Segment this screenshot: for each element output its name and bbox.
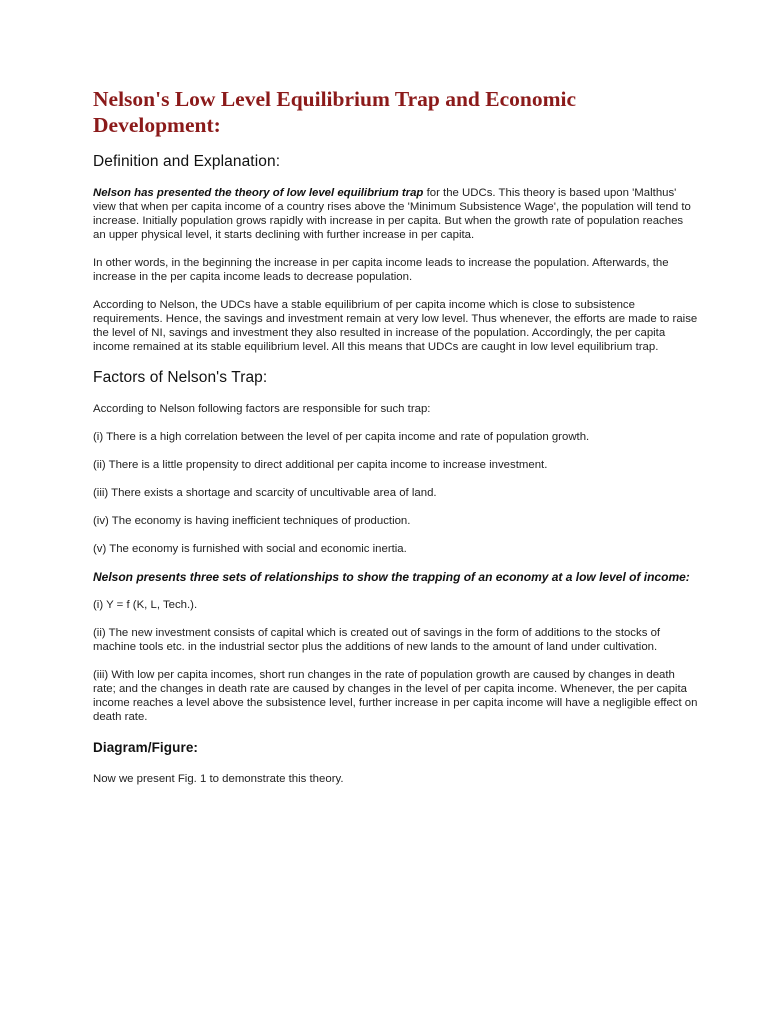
document-title: Nelson's Low Level Equilibrium Trap and Economic Development: bbox=[93, 87, 577, 137]
diagram-text: Now we present Fig. 1 to demonstrate this theory. bbox=[93, 773, 344, 785]
definition-paragraph-1 bbox=[93, 186, 698, 242]
factors-heading: Factors of Nelson's Trap: bbox=[93, 369, 268, 386]
factor-item: (i) There is a high correlation between the level of per capita income and rate of population growth. bbox=[93, 431, 590, 443]
relationship-item: (ii) The new investment consists of capital which is created out of savings in the form of additions to the stocks of machine tools etc. in the industrial sector plus the additions of new lands to the amount of land under cultivation. bbox=[93, 627, 661, 653]
definition-lead-text: Nelson has presented the theory of low level equilibrium trap bbox=[93, 187, 424, 199]
factor-item: (ii) There is a little propensity to direct additional per capita income to increase investment. bbox=[93, 459, 548, 471]
factor-item: (iii) There exists a shortage and scarcity of uncultivable area of land. bbox=[93, 487, 437, 499]
factor-item: (v) The economy is furnished with social and economic inertia. bbox=[93, 543, 407, 555]
definition-heading: Definition and Explanation: bbox=[93, 153, 281, 170]
relationship-item: (iii) With low per capita incomes, short run changes in the rate of population growth are caused by changes in death rate; and the changes in death rate are caused by changes in the level of per capita income. Whenever, the per capita income reaches a level above the subsistence level, further increase in per capita income will have a negligible effect on death rate. bbox=[93, 669, 698, 723]
factors-intro: According to Nelson following factors are responsible for such trap: bbox=[93, 403, 431, 415]
relationships-heading: Nelson presents three sets of relationships to show the trapping of an economy at a low level of income: bbox=[93, 570, 690, 584]
definition-body-text: for the UDCs. This theory is based upon 'Malthus' view that when per capita income of a country rises above the 'Minimum Subsistence Wage', the population will tend to increase. Initially population grows rapidly with increase in per capita. But when the growth rate of population reaches an upper physical level, it starts declining with further increase in per capita. bbox=[93, 187, 691, 241]
definition-paragraph-2: In other words, in the beginning the increase in per capita income leads to increase the population. Afterwards, the increase in the per capita income leads to decrease population. bbox=[93, 257, 669, 283]
diagram-heading: Diagram/Figure: bbox=[93, 740, 199, 755]
definition-paragraph-3: According to Nelson, the UDCs have a stable equilibrium of per capita income which is close to subsistence requirements. Hence, the savings and investment remain at very low level. Thus whenever, the efforts are made to raise the level of NI, savings and investment they also resulted in increase of the population. Accordingly, the per capita income remained at its stable equilibrium level. All this means that UDCs are caught in low level equilibrium trap. bbox=[93, 299, 698, 353]
relationship-item: (i) Y = f (K, L, Tech.). bbox=[93, 599, 198, 611]
factor-item: (iv) The economy is having inefficient techniques of production. bbox=[93, 515, 411, 527]
